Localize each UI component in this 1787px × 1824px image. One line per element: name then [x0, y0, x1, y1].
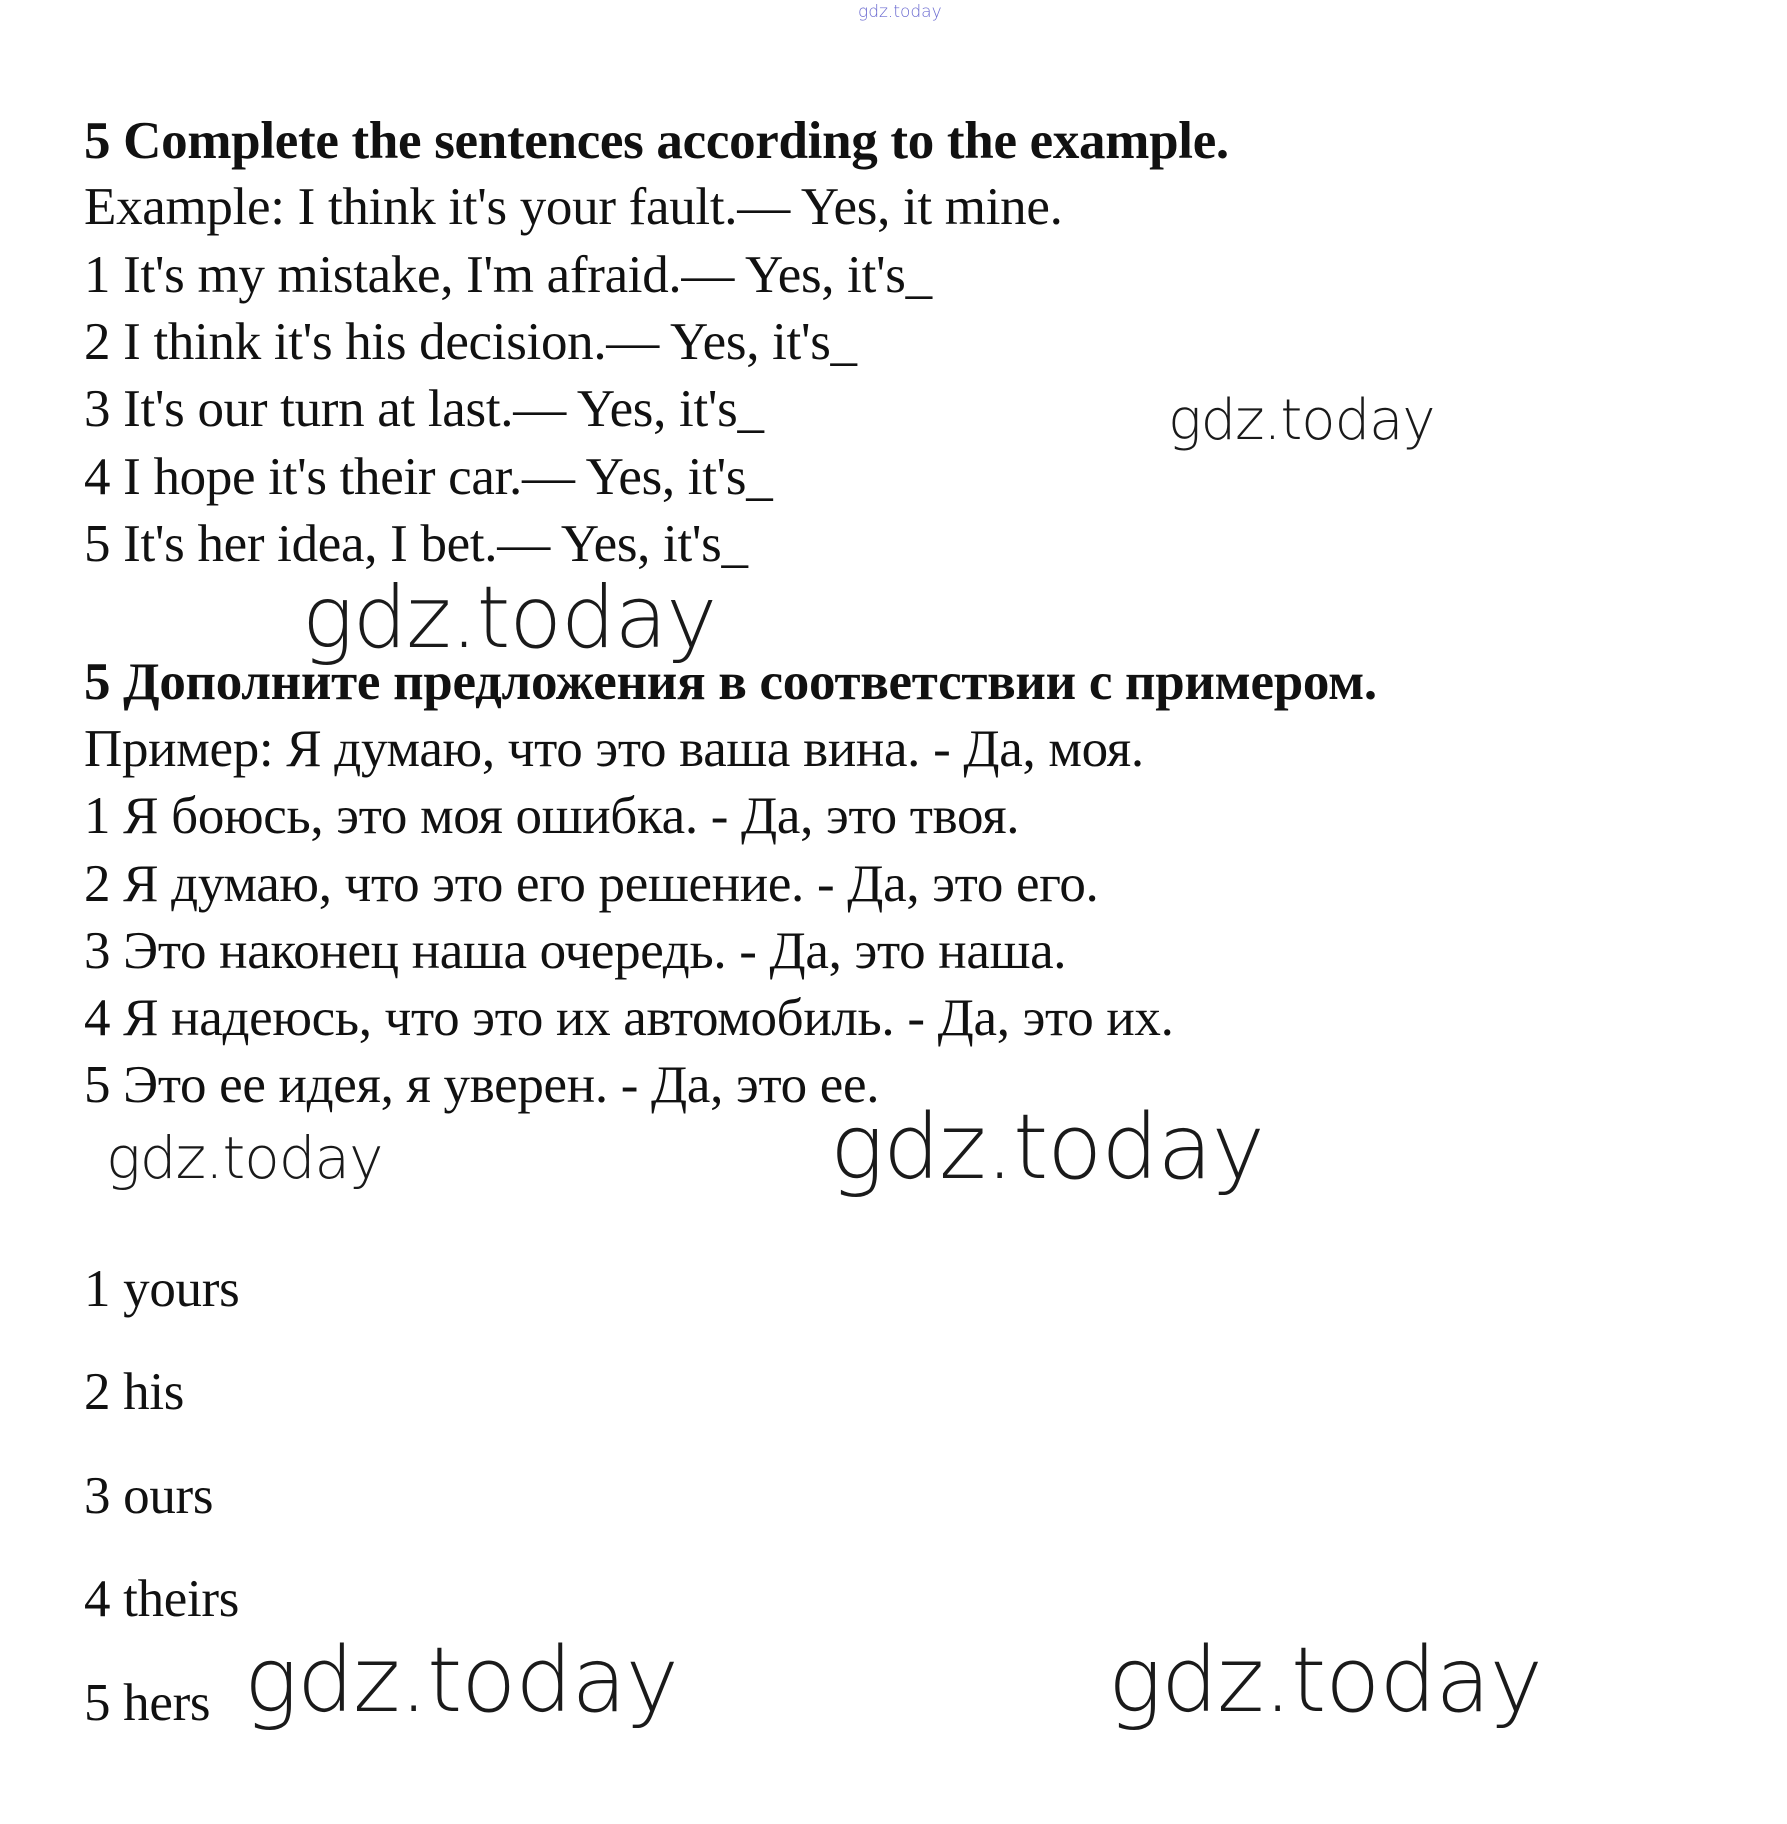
watermark: gdz.today	[244, 1628, 678, 1733]
exercise-en-title: 5 Complete the sentences according to the example.	[84, 112, 1229, 170]
watermark: gdz.today	[302, 568, 717, 668]
exercise-en-item: 1 It's my mistake, I'm afraid.— Yes, it's_	[84, 246, 932, 304]
exercise-ru-title: 5 Дополните предложения в соответствии с примером.	[84, 653, 1377, 711]
watermark: gdz.today	[1168, 388, 1435, 453]
exercise-ru-item: 1 Я боюсь, это моя ошибка. - Да, это твоя.	[84, 787, 1020, 845]
exercise-en-item: 3 It's our turn at last.— Yes, it's_	[84, 380, 764, 438]
answer-item: 2 his	[84, 1363, 185, 1421]
exercise-ru-item: 4 Я надеюсь, что это их автомобиль. - Да, это их.	[84, 989, 1174, 1047]
watermark: gdz.today	[1108, 1628, 1542, 1733]
exercise-ru-example: Пример: Я думаю, что это ваша вина. - Да, моя.	[84, 720, 1144, 778]
answer-item: 3 ours	[84, 1467, 214, 1525]
answer-item: 5 hers	[84, 1674, 211, 1732]
answer-item: 1 yours	[84, 1260, 240, 1318]
exercise-ru-item: 5 Это ее идея, я уверен. - Да, это ее.	[84, 1056, 880, 1114]
watermark-top: gdz.today	[858, 2, 942, 22]
exercise-ru-item: 2 Я думаю, что это его решение. - Да, это его.	[84, 855, 1099, 913]
exercise-en-example: Example: I think it's your fault.— Yes, it mine.	[84, 178, 1063, 236]
answer-item: 4 theirs	[84, 1570, 240, 1628]
exercise-ru-item: 3 Это наконец наша очередь. - Да, это наша.	[84, 922, 1067, 980]
watermark: gdz.today	[106, 1124, 383, 1192]
exercise-en-item: 4 I hope it's their car.— Yes, it's_	[84, 448, 773, 506]
exercise-en-item: 2 I think it's his decision.— Yes, it's_	[84, 313, 857, 371]
exercise-en-item: 5 It's her idea, I bet.— Yes, it's_	[84, 515, 748, 573]
watermark: gdz.today	[830, 1095, 1264, 1200]
